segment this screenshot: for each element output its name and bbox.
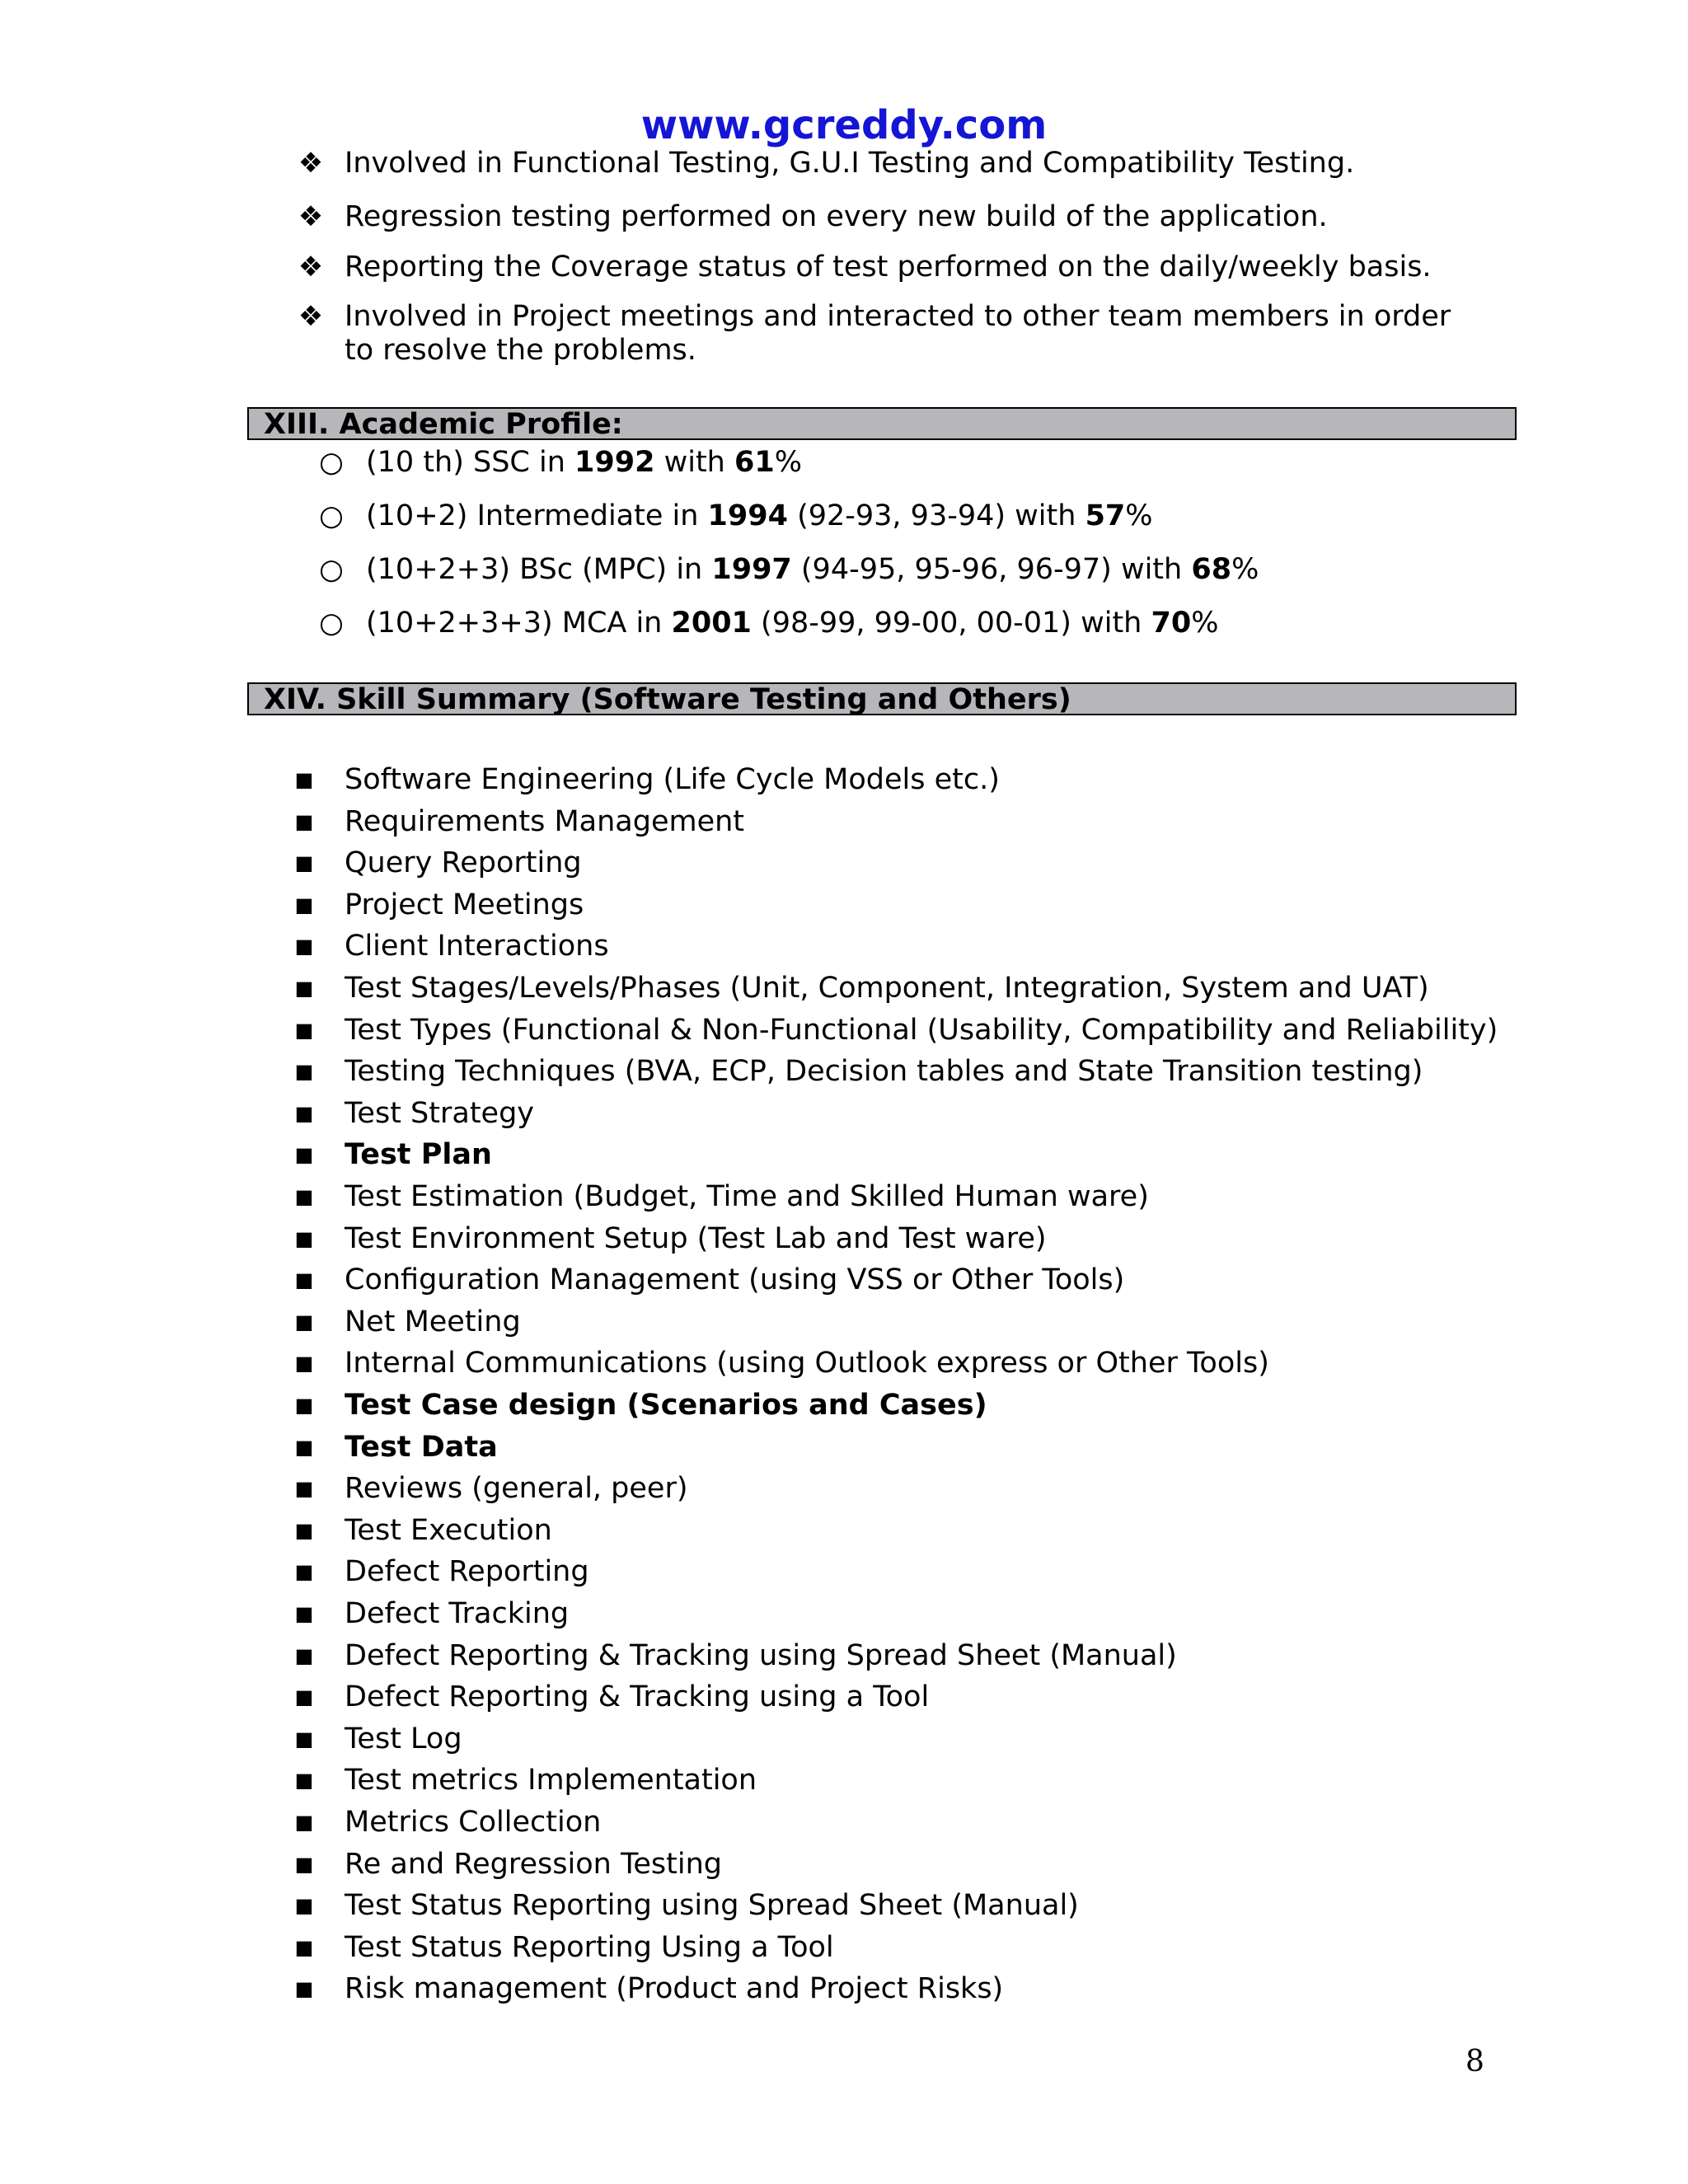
academic-item (366, 499, 1153, 533)
square-bullet-icon: ■ (294, 1644, 314, 1667)
square-bullet-icon: ■ (294, 1477, 314, 1500)
academic-item-prefix: (10+2+3) BSc (MPC) in (366, 553, 712, 586)
square-bullet-icon: ■ (294, 1811, 314, 1834)
academic-item-percent: 70 (1151, 607, 1192, 640)
skill-item: Requirements Management (345, 805, 745, 838)
skill-summary-heading: XIV. Skill Summary (Software Testing and Others) (247, 682, 1517, 715)
skill-item: Test Estimation (Budget, Time and Skilled Human ware) (345, 1180, 1149, 1213)
skill-item: Re and Regression Testing (345, 1848, 722, 1881)
skill-item: Query Reporting (345, 846, 582, 879)
square-bullet-icon: ■ (294, 1394, 314, 1417)
skill-item: Defect Reporting (345, 1555, 589, 1588)
academic-item (366, 446, 802, 480)
academic-item-suffix: % (1125, 499, 1153, 532)
academic-item-middle: (92-93, 93-94) with (787, 499, 1085, 532)
responsibility-item: Regression testing performed on every new build of the application. (345, 200, 1328, 233)
skill-item: Configuration Management (using VSS or Other Tools) (345, 1263, 1125, 1296)
academic-item-year: 1994 (707, 499, 788, 532)
skill-item: Software Engineering (Life Cycle Models etc.) (345, 763, 1000, 796)
circle-bullet-icon: ○ (319, 499, 344, 532)
academic-item-year: 1992 (574, 446, 655, 479)
square-bullet-icon: ■ (294, 1352, 314, 1375)
square-bullet-icon: ■ (294, 1519, 314, 1542)
skill-item: Testing Techniques (BVA, ECP, Decision tables and State Transition testing) (345, 1055, 1423, 1088)
circle-bullet-icon: ○ (319, 446, 344, 479)
square-bullet-icon: ■ (294, 1436, 314, 1459)
circle-bullet-icon: ○ (319, 607, 344, 640)
square-bullet-icon: ■ (294, 1060, 314, 1083)
diamond-bullet-icon: ❖ (298, 300, 324, 333)
skill-item: Net Meeting (345, 1305, 521, 1338)
square-bullet-icon: ■ (294, 1143, 314, 1166)
skill-item: Test Data (345, 1431, 498, 1464)
square-bullet-icon: ■ (294, 1602, 314, 1625)
skill-item: Test Case design (Scenarios and Cases) (345, 1389, 987, 1422)
square-bullet-icon: ■ (294, 1685, 314, 1708)
square-bullet-icon: ■ (294, 977, 314, 1000)
square-bullet-icon: ■ (294, 810, 314, 833)
academic-profile-heading: XIII. Academic Profile: (247, 407, 1517, 440)
skill-item: Risk management (Product and Project Risks) (345, 1972, 1004, 2005)
skill-item: Internal Communications (using Outlook express or Other Tools) (345, 1347, 1269, 1380)
skill-item: Test Log (345, 1722, 462, 1755)
academic-item (366, 607, 1218, 640)
skill-item: Project Meetings (345, 888, 584, 921)
square-bullet-icon: ■ (294, 768, 314, 791)
site-url-header[interactable]: www.gcreddy.com (640, 102, 1048, 148)
academic-item-percent: 68 (1191, 553, 1232, 586)
skill-item: Test Plan (345, 1138, 492, 1171)
square-bullet-icon: ■ (294, 935, 314, 958)
skill-item: Test Stages/Levels/Phases (Unit, Component, Integration, System and UAT) (345, 972, 1429, 1005)
skill-item: Test metrics Implementation (345, 1764, 757, 1797)
skill-item: Reviews (general, peer) (345, 1472, 688, 1505)
square-bullet-icon: ■ (294, 1853, 314, 1876)
skill-item: Test Environment Setup (Test Lab and Test ware) (345, 1222, 1047, 1255)
square-bullet-icon: ■ (294, 893, 314, 916)
skill-item: Client Interactions (345, 930, 609, 963)
skill-item: Defect Reporting & Tracking using Spread Sheet (Manual) (345, 1639, 1177, 1672)
circle-bullet-icon: ○ (319, 553, 344, 586)
responsibility-item: Reporting the Coverage status of test performed on the daily/weekly basis. (345, 251, 1432, 284)
academic-item-suffix: % (1191, 607, 1219, 640)
skill-item: Test Execution (345, 1514, 552, 1547)
academic-item-prefix: (10 th) SSC in (366, 446, 575, 479)
academic-item-prefix: (10+2+3+3) MCA in (366, 607, 672, 640)
academic-item-suffix: % (1231, 553, 1259, 586)
skill-item: Metrics Collection (345, 1806, 602, 1839)
academic-item-prefix: (10+2) Intermediate in (366, 499, 708, 532)
academic-item-year: 2001 (671, 607, 752, 640)
square-bullet-icon: ■ (294, 1019, 314, 1042)
square-bullet-icon: ■ (294, 1936, 314, 1959)
academic-item (366, 553, 1259, 587)
square-bullet-icon: ■ (294, 1310, 314, 1333)
square-bullet-icon: ■ (294, 1268, 314, 1291)
skill-item: Test Status Reporting Using a Tool (345, 1931, 834, 1964)
skill-item: Defect Reporting & Tracking using a Tool (345, 1680, 930, 1713)
academic-item-middle: with (654, 446, 734, 479)
square-bullet-icon: ■ (294, 1977, 314, 2000)
academic-item-suffix: % (774, 446, 802, 479)
diamond-bullet-icon: ❖ (298, 147, 324, 180)
responsibility-item: Involved in Functional Testing, G.U.I Testing and Compatibility Testing. (345, 147, 1355, 180)
square-bullet-icon: ■ (294, 1769, 314, 1792)
square-bullet-icon: ■ (294, 1727, 314, 1750)
square-bullet-icon: ■ (294, 1227, 314, 1250)
academic-item-year: 1997 (711, 553, 792, 586)
responsibility-item: Involved in Project meetings and interacted to other team members in order to resolve the problems. (345, 300, 1451, 367)
diamond-bullet-icon: ❖ (298, 200, 324, 233)
diamond-bullet-icon: ❖ (298, 251, 324, 284)
skill-item: Defect Tracking (345, 1597, 570, 1630)
skill-item: Test Types (Functional & Non-Functional (Usability, Compatibility and Reliability) (345, 1014, 1498, 1047)
academic-item-middle: (94-95, 95-96, 96-97) with (791, 553, 1192, 586)
square-bullet-icon: ■ (294, 1185, 314, 1208)
square-bullet-icon: ■ (294, 1894, 314, 1917)
academic-item-percent: 61 (734, 446, 775, 479)
skill-item: Test Strategy (345, 1097, 535, 1130)
academic-item-middle: (98-99, 99-00, 00-01) with (751, 607, 1151, 640)
square-bullet-icon: ■ (294, 1102, 314, 1125)
square-bullet-icon: ■ (294, 851, 314, 874)
square-bullet-icon: ■ (294, 1560, 314, 1583)
skill-item: Test Status Reporting using Spread Sheet (Manual) (345, 1889, 1079, 1922)
academic-item-percent: 57 (1085, 499, 1126, 532)
page-number: 8 (1465, 2045, 1484, 2079)
